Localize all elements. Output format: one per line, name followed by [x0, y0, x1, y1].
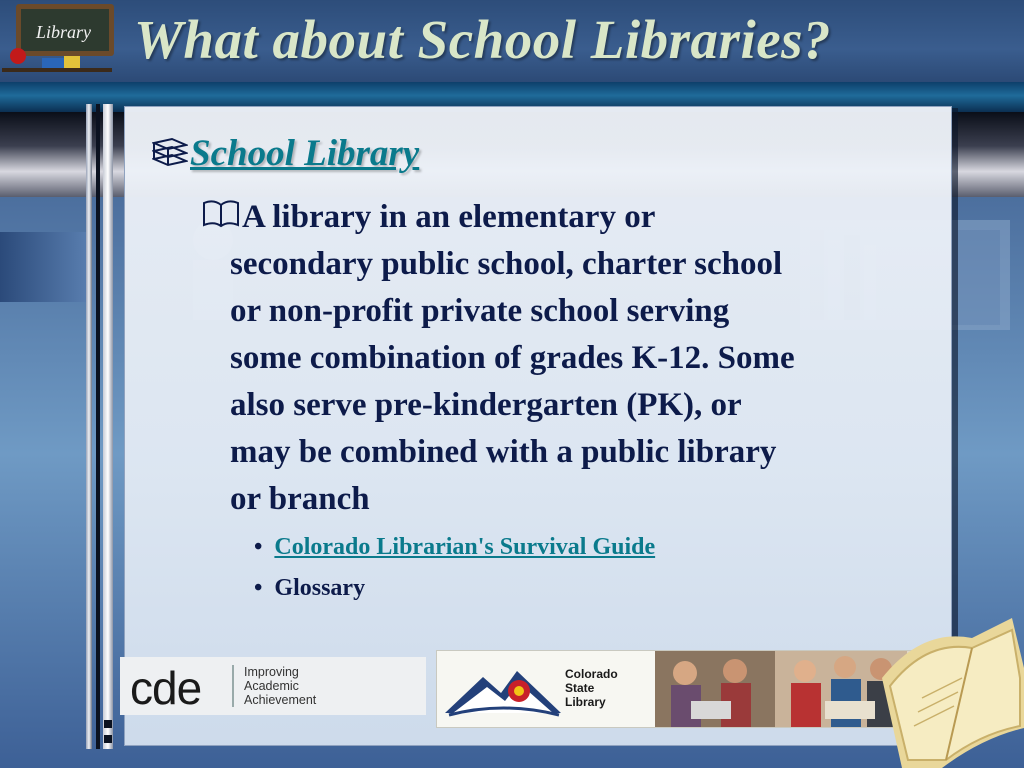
csl-name-line: Colorado — [565, 667, 618, 681]
school-library-link[interactable]: School Library — [190, 133, 420, 174]
rail-dot — [104, 735, 112, 743]
glossary-text: Glossary — [274, 575, 366, 601]
tagline-line: Improving — [244, 665, 299, 679]
tagline-line: Academic — [244, 679, 299, 693]
open-book-illustration — [862, 608, 1024, 768]
csl-name — [565, 667, 618, 709]
bullet-item — [254, 575, 365, 602]
paragraph-line: or branch — [230, 481, 370, 517]
decorative-rail — [86, 104, 92, 749]
section-heading — [152, 132, 419, 175]
csl-name-line: State — [565, 681, 595, 695]
paragraph-line — [200, 194, 930, 241]
paragraph-line: some combination of grades K-12. Some — [230, 340, 795, 376]
tagline-line: Achievement — [244, 693, 317, 707]
survival-guide-link[interactable]: Colorado Librarian's Survival Guide — [274, 534, 656, 560]
csl-name-line: Library — [565, 695, 606, 709]
rail-dot — [104, 720, 112, 728]
paragraph-line: secondary public school, charter school — [230, 246, 783, 282]
cde-mark: cde — [130, 662, 202, 714]
bullet-dot-icon: • — [254, 534, 263, 560]
library-chalkboard-logo — [2, 2, 128, 74]
cde-logo — [120, 657, 426, 715]
page-title: What about School Libraries? — [134, 9, 832, 70]
background-left-strip — [0, 232, 90, 302]
paragraph-line: also serve pre-kindergarten (PK), or — [230, 387, 742, 423]
bullet-item — [254, 534, 655, 561]
mountain-emblem-icon — [443, 657, 563, 721]
books-icon — [152, 137, 188, 169]
svg-text:Library: Library — [36, 22, 92, 42]
decorative-rail — [96, 104, 100, 749]
definition-paragraph — [230, 194, 930, 523]
paragraph-text: A library in an elementary or — [242, 199, 656, 235]
logo-divider — [232, 665, 234, 707]
decorative-rail — [103, 104, 113, 749]
open-book-icon — [200, 199, 242, 229]
bullet-dot-icon: • — [254, 575, 263, 601]
cde-tagline — [244, 665, 316, 707]
paragraph-line: may be combined with a public library — [230, 434, 777, 470]
paragraph-line: or non-profit private school serving — [230, 293, 730, 329]
